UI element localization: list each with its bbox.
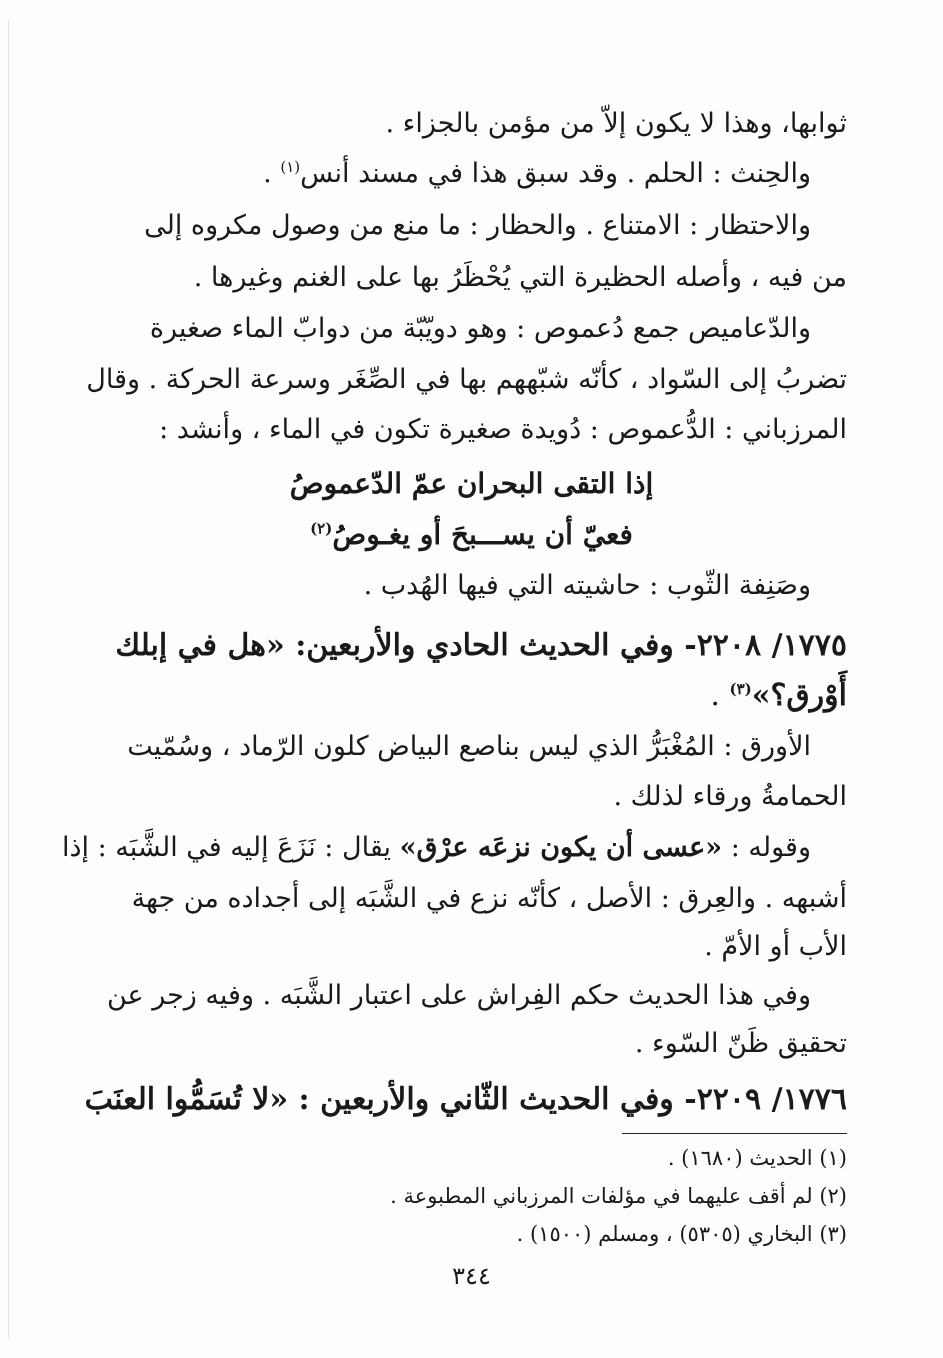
page-number: ٣٤٤ [452, 1262, 491, 1290]
text-line: تحقيق ظَنّ السّوء . [634, 1028, 847, 1059]
text-line: من فيه ، وأصله الحظيرة التي يُحْظَرُ بها على الغنم وغيرها . [193, 262, 847, 293]
footnote-2: (٢) لم أقف عليهما في مؤلفات المرزباني المطبوعة . [390, 1184, 847, 1208]
text-line: الحمامةُ ورقاء لذلك . [613, 781, 847, 812]
text-line: الأورق : المُغْبَرُّ الذي ليس بناصع البياض كلون الرّماد ، وسُمّيت [127, 731, 811, 762]
footnote-ref[interactable]: (٢) [310, 519, 333, 538]
text-line: والحِنث : الحلم . وقد سبق هذا في مسند أنس$^{(١)}$ . [263, 158, 811, 189]
footnote-separator [622, 1133, 847, 1134]
hadith-heading-cont: أَوْرق؟»$^{(٣)}$ . [710, 678, 847, 713]
text-line: أشبهه . والعِرق : الأصل ، كأنّه نزع في الشَّبَه إلى أجداده من جهة [131, 883, 847, 914]
text-line: والدّعاميص جمع دُعموص : وهو دويّبّة من دوابّ الماء صغيرة [149, 313, 811, 344]
hadith-heading: ١٧٧٥/ ٢٢٠٨- وفي الحديث الحادي والأربعين: «هل في إبلك [115, 628, 847, 663]
footnote-3: (٣) البخاري (٥٣٠٥) ، ومسلم (١٥٠٠) . [516, 1222, 847, 1246]
text-line: المرزباني : الدُّعموص : دُويدة صغيرة تكون في الماء ، وأنشد : [159, 414, 847, 445]
footnote-ref[interactable]: (١) [280, 158, 301, 176]
footnote-1: (١) الحديث (١٦٨٠) . [667, 1146, 847, 1170]
page-edge-shadow [8, 20, 9, 1338]
text-line: والاحتظار : الامتناع . والحظار : ما منع من وصول مكروه إلى [144, 210, 811, 241]
text-line: وقوله : «عسى أن يكون نزعَه عرْق» يقال : نَزَعَ إليه في الشَّبَه : إذا [61, 832, 811, 863]
text-line: تضربُ إلى السّواد ، كأنّه شبّههم بها في الصِّغَر وسرعة الحركة . وقال [86, 364, 847, 395]
text-line: وفي هذا الحديث حكم الفِراش على اعتبار الشَّبَه . وفيه زجر عن [106, 980, 811, 1011]
footnote-ref[interactable]: (٣) [729, 680, 752, 698]
text-line: وصَنِفة الثّوب : حاشيته التي فيها الهُدب . [363, 570, 811, 601]
text-line: ثوابها، وهذا لا يكون إلاّ من مؤمن بالجزاء . [385, 108, 847, 139]
quoted-hadith-text: «عسى أن يكون نزعَه عرْق» [399, 832, 723, 863]
hadith-heading: ١٧٧٦/ ٢٢٠٩- وفي الحديث الثّاني والأربعين : «لا تُسَمُّوا العنَبَ [84, 1082, 847, 1117]
verse-line-2: فعيّ أن يســـبحَ أو يغـوصُ$^{(٢)}$ [310, 518, 633, 551]
verse-line-1: إذا التقى البحران عمّ الدّعموصُ [289, 467, 654, 500]
text-line: الأب أو الأمّ . [704, 931, 847, 962]
